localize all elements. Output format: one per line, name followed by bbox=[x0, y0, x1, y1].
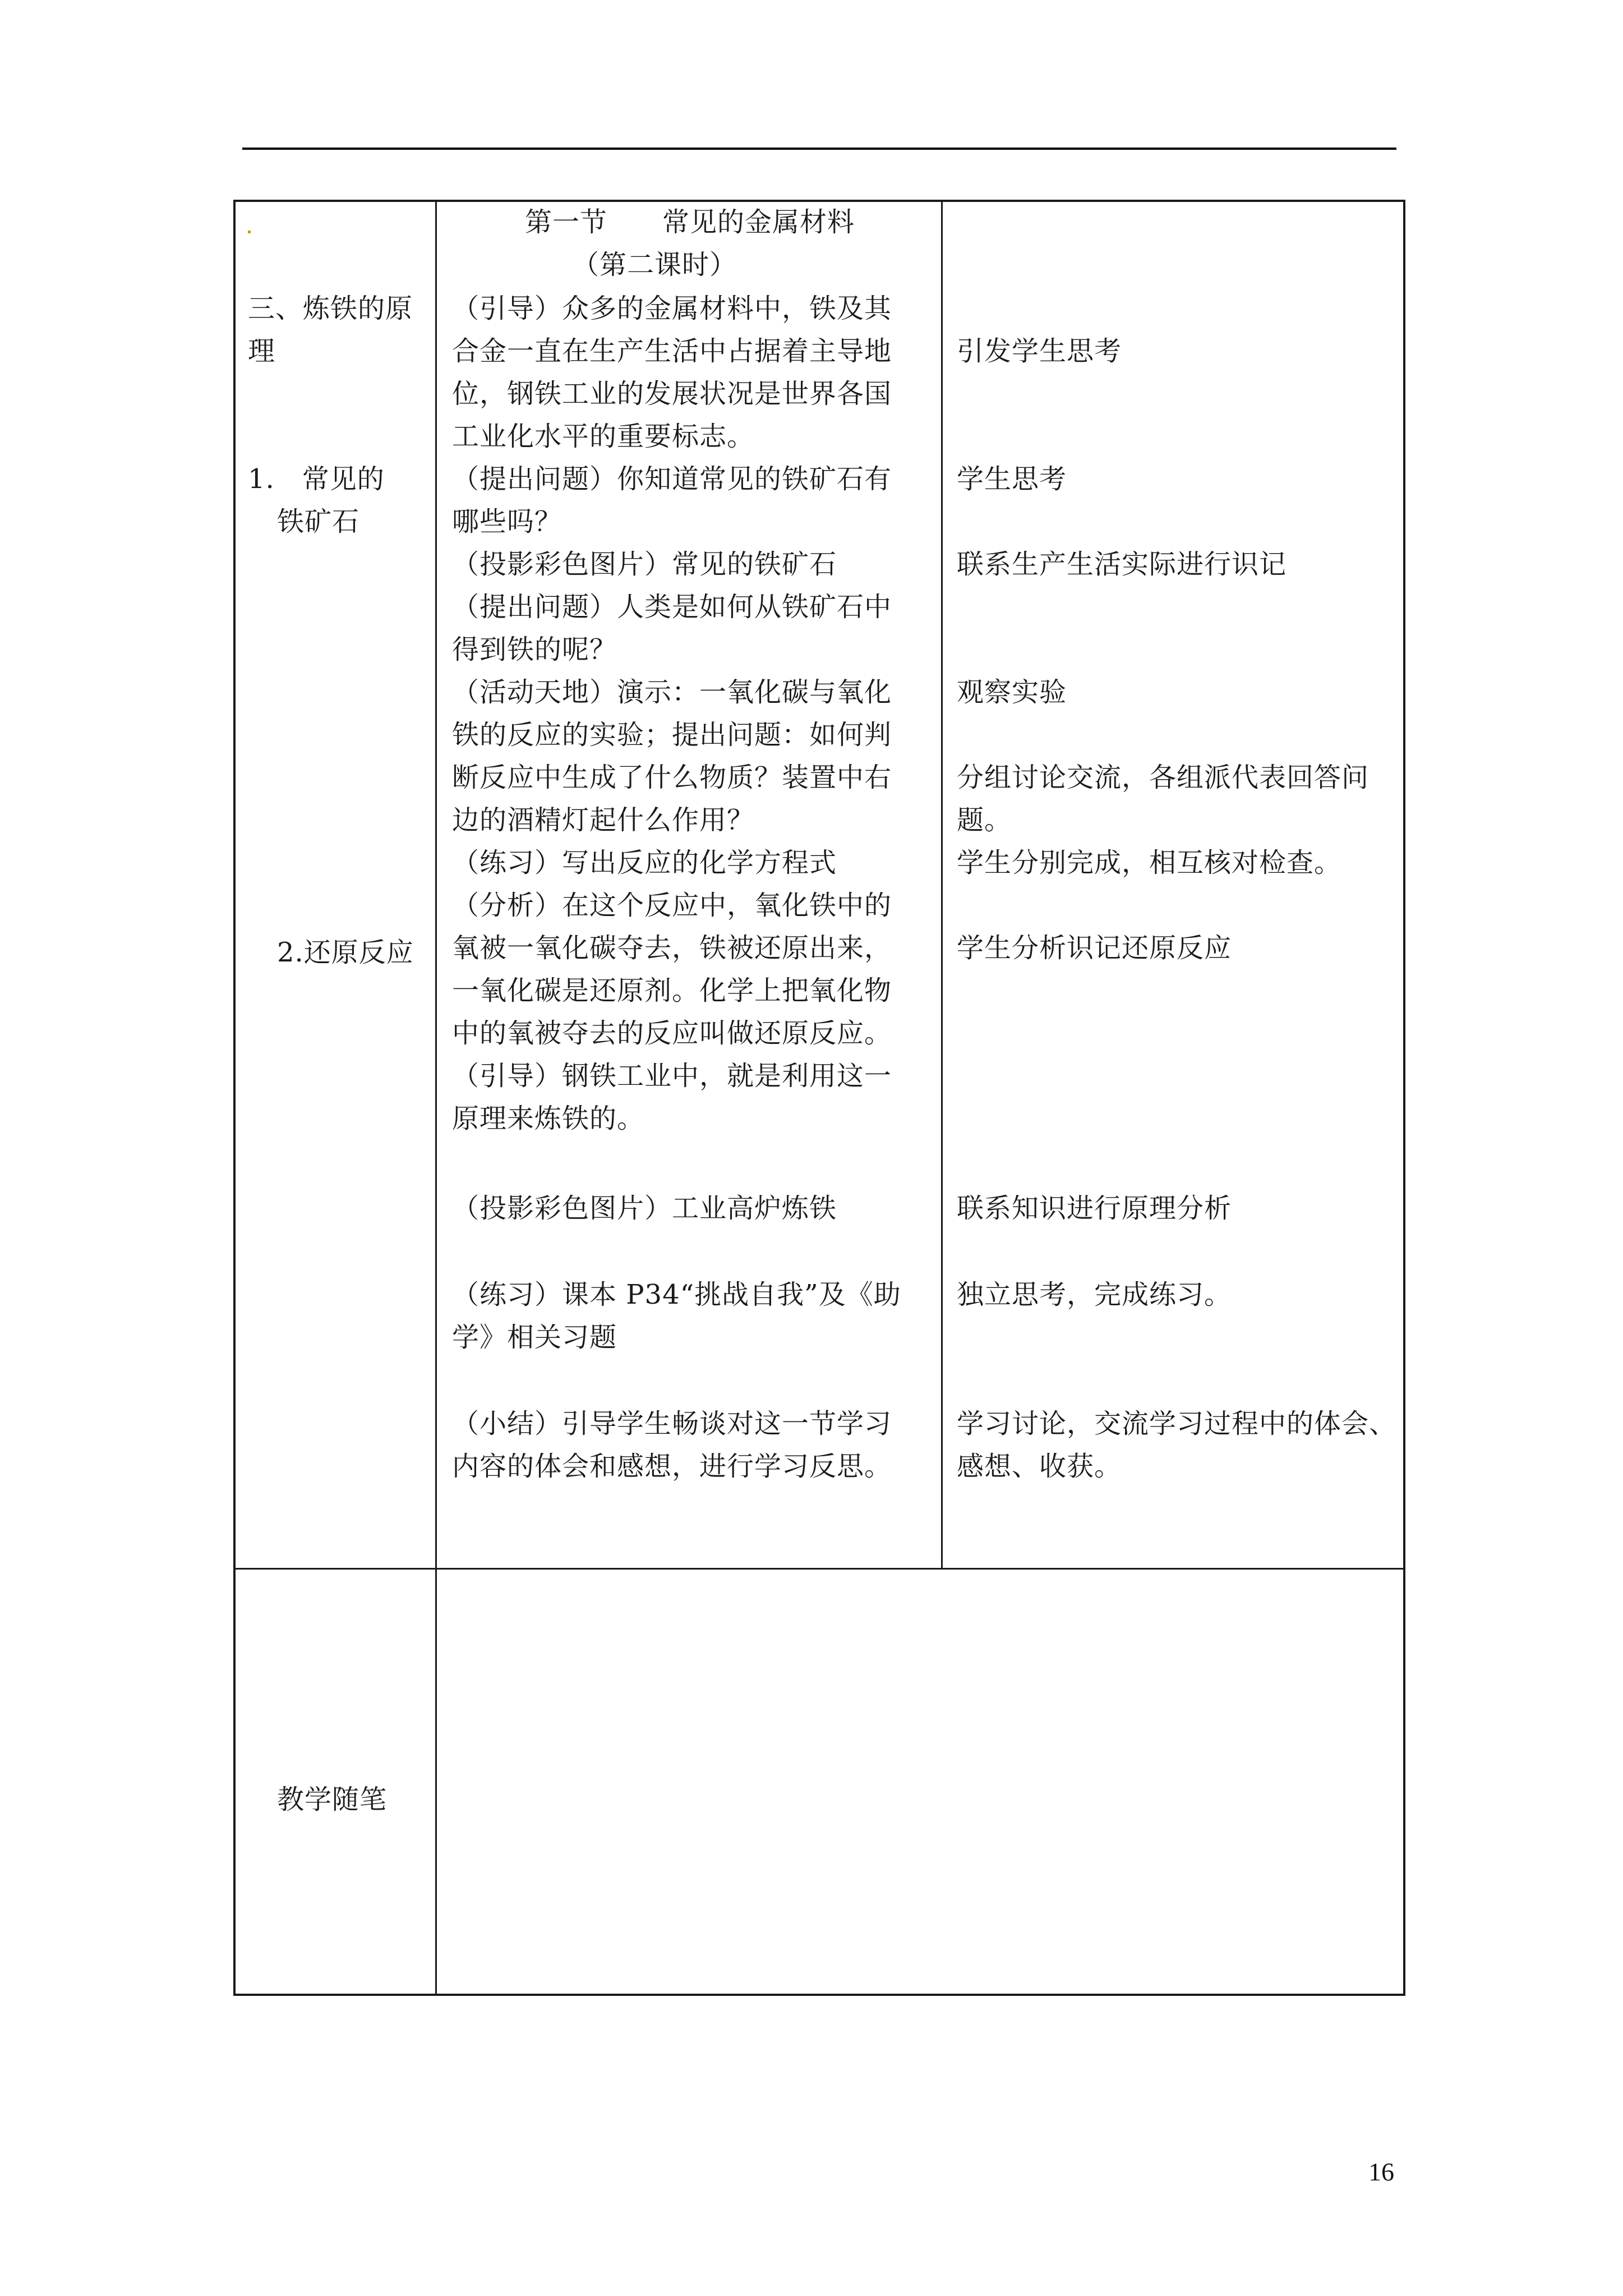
item-1-line2: 铁矿石 bbox=[277, 506, 360, 537]
middle-line: （引导）众多的金属材料中，铁及其 bbox=[452, 293, 892, 324]
column-divider-right bbox=[941, 200, 943, 1570]
right-note: 引发学生思考 bbox=[957, 335, 1122, 367]
middle-line: 铁的反应的实验；提出问题：如何判 bbox=[452, 719, 892, 751]
right-note: 分组讨论交流，各组派代表回答问 bbox=[957, 762, 1370, 793]
right-note: 联系知识进行原理分析 bbox=[957, 1193, 1232, 1224]
stray-mark bbox=[248, 231, 251, 233]
lesson-subtitle: （第二课时） bbox=[572, 249, 737, 280]
middle-line: 氧被一氧化碳夺去，铁被还原出来， bbox=[452, 932, 892, 964]
middle-line: （练习）课本 P34“挑战自我”及《助 bbox=[452, 1279, 901, 1310]
middle-line: （投影彩色图片）工业高炉炼铁 bbox=[452, 1193, 837, 1224]
middle-line: 原理来炼铁的。 bbox=[452, 1103, 645, 1134]
right-note: 题。 bbox=[957, 804, 1012, 836]
right-note: 学生分别完成，相互核对检查。 bbox=[957, 847, 1342, 878]
middle-line: （小结）引导学生畅谈对这一节学习 bbox=[452, 1408, 892, 1439]
page-number: 16 bbox=[1368, 2157, 1394, 2186]
right-note: 独立思考，完成练习。 bbox=[957, 1279, 1232, 1310]
item-2: 2.还原反应 bbox=[277, 937, 414, 968]
middle-line: 断反应中生成了什么物质？装置中右 bbox=[452, 762, 892, 793]
right-note: 感想、收获。 bbox=[957, 1451, 1122, 1482]
middle-line: 合金一直在生产生活中占据着主导地 bbox=[452, 335, 892, 367]
middle-line: （提出问题）你知道常见的铁矿石有 bbox=[452, 463, 892, 495]
middle-line: （引导）钢铁工业中，就是利用这一 bbox=[452, 1060, 892, 1092]
lesson-title: 第一节 常见的金属材料 bbox=[525, 206, 855, 238]
section-3-line1: 三、炼铁的原 bbox=[248, 293, 413, 324]
middle-line: （活动天地）演示：一氧化碳与氧化 bbox=[452, 677, 892, 708]
right-note: 联系生产生活实际进行识记 bbox=[957, 549, 1287, 580]
right-note: 观察实验 bbox=[957, 677, 1067, 708]
row-divider bbox=[233, 1568, 1405, 1570]
teaching-notes-label: 教学随笔 bbox=[277, 1784, 388, 1815]
right-note: 学生思考 bbox=[957, 463, 1067, 495]
section-3-line2: 理 bbox=[248, 335, 276, 367]
middle-line: 一氧化碳是还原剂。化学上把氧化物 bbox=[452, 975, 892, 1006]
middle-line: 位，钢铁工业的发展状况是世界各国 bbox=[452, 378, 892, 409]
middle-line: 内容的体会和感想，进行学习反思。 bbox=[452, 1451, 892, 1482]
middle-line: （提出问题）人类是如何从铁矿石中 bbox=[452, 591, 892, 623]
middle-line: 哪些吗？ bbox=[452, 506, 562, 537]
middle-line: （投影彩色图片）常见的铁矿石 bbox=[452, 549, 837, 580]
middle-line: 工业化水平的重要标志。 bbox=[452, 421, 755, 452]
middle-line: （分析）在这个反应中，氧化铁中的 bbox=[452, 890, 892, 921]
right-note: 学习讨论，交流学习过程中的体会、 bbox=[957, 1408, 1397, 1439]
middle-line: 学》相关习题 bbox=[452, 1322, 617, 1353]
item-1-line1: 1. 常见的 bbox=[248, 463, 385, 495]
middle-line: 中的氧被夺去的反应叫做还原反应。 bbox=[452, 1018, 892, 1049]
column-divider-left bbox=[435, 200, 437, 1996]
middle-line: 边的酒精灯起什么作用？ bbox=[452, 804, 755, 836]
right-note: 学生分析识记还原反应 bbox=[957, 932, 1232, 964]
middle-line: （练习）写出反应的化学方程式 bbox=[452, 847, 837, 878]
header-rule bbox=[242, 148, 1396, 150]
middle-line: 得到铁的呢？ bbox=[452, 634, 617, 665]
